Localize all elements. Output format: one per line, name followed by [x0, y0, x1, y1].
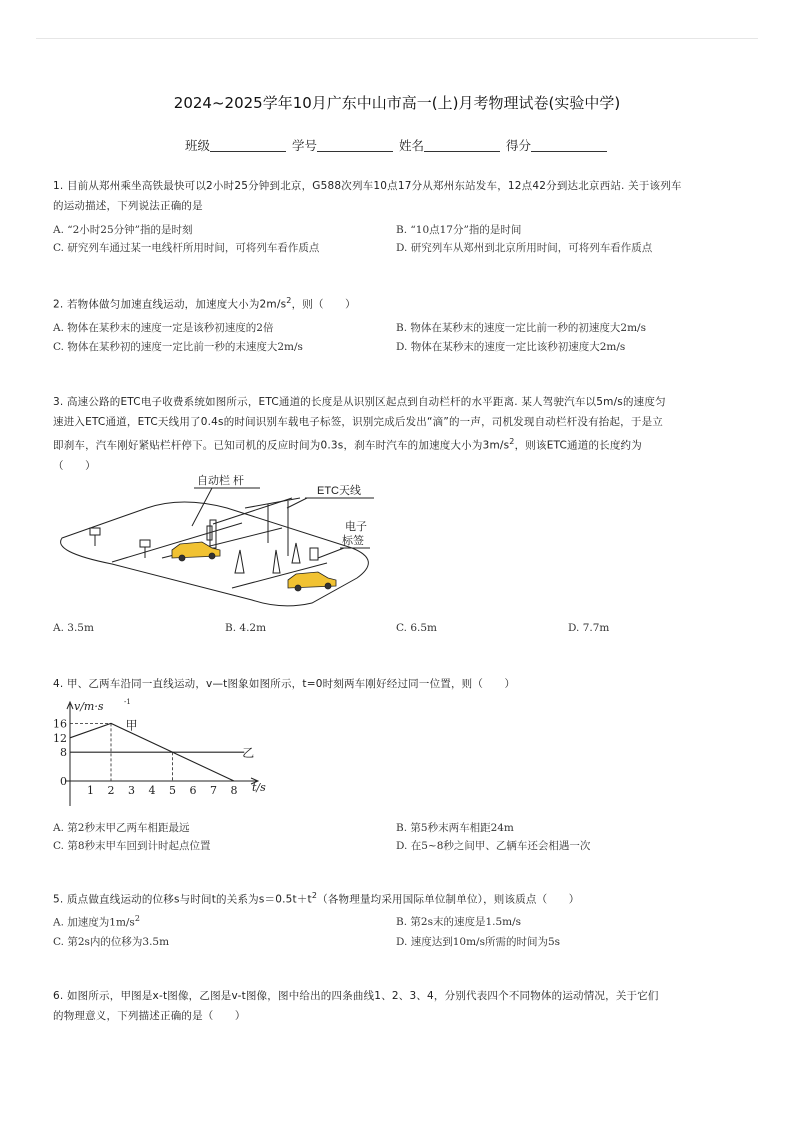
option-3d: D. 7.7m: [568, 622, 610, 634]
pole-2: [273, 550, 280, 573]
tag-pointer: [318, 548, 344, 558]
question-5-stem: [53, 886, 745, 910]
question-5-stem-sup: 2: [311, 891, 318, 900]
question-2-stem-end: ，则（ ）: [291, 298, 356, 311]
question-2-stem-text: 2. 若物体做匀加速直线运动，加速度大小为2m/s: [53, 298, 287, 311]
option-5a-text: A. 加速度为1m/s: [53, 916, 135, 929]
question-6-stem-line1: 6. 如图所示，甲图是x-t图像，乙图是v-t图像，图中给出的四条曲线1、2、3、4，分别代表四个不同物体的运动情况，关于它们: [53, 990, 659, 1002]
x-tick-label: 4: [148, 784, 156, 797]
x-tick-label: 8: [230, 784, 238, 797]
option-3b: B. 4.2m: [225, 622, 267, 634]
option-1c: C. 研究列车通过某一电线杆所用时间，可将列车看作质点: [53, 242, 320, 254]
score-blank: [531, 139, 607, 152]
question-6: [53, 986, 745, 1026]
y-axis-label: v/m·s: [74, 700, 104, 713]
x-tick-label: 1: [87, 784, 94, 797]
y-tick-label: 8: [60, 746, 67, 760]
etc-diagram: [52, 468, 382, 613]
score-label: 得分: [505, 138, 531, 153]
question-1-stem-line1: 1. 目前从郑州乘坐高铁最快可以2小时25分钟到北京，G588次列车10点17分从郑州东站发车，12点42分到达北京西站. 关于该列车: [53, 180, 682, 192]
class-label: 班级: [184, 138, 210, 153]
x-axis-label: t/s: [252, 781, 266, 794]
tag-label-line1: 电子: [345, 521, 367, 533]
question-3-stem-line3: [53, 432, 745, 456]
option-1b: B. “10点17分”指的是时间: [396, 224, 522, 236]
question-1: [53, 176, 745, 216]
x-tick-label: 3: [128, 784, 135, 797]
sign-4: [310, 548, 318, 560]
option-5c: C. 第2s内的位移为3.5m: [53, 936, 170, 948]
y-tick-label: 16: [53, 717, 67, 731]
y-tick-label: 0: [60, 775, 67, 788]
vt-chart: [52, 698, 272, 808]
option-5b: B. 第2s末的速度是1.5m/s: [396, 916, 522, 928]
y-tick-label: 12: [53, 731, 67, 745]
question-3: [53, 392, 745, 476]
option-2a: A. 物体在某秒末的速度一定是该秒初速度的2倍: [53, 322, 274, 334]
name-label: 姓名: [398, 138, 424, 153]
antenna-label: ETC天线: [317, 485, 361, 497]
series-label-yi: 乙: [242, 746, 255, 761]
question-4-stem: 4. 甲、乙两车沿同一直线运动，v—t图象如图所示，t=0时刻两车刚好经过同一位置，则（ ）: [53, 678, 516, 690]
sign-1: [90, 528, 100, 535]
tag-label-line2: 标签: [342, 535, 364, 547]
name-blank: [424, 139, 500, 152]
question-5: [53, 886, 745, 910]
question-3-stem-line4: （ ）: [53, 459, 96, 472]
option-5d: D. 速度达到10m/s所需的时间为5s: [396, 936, 561, 948]
option-2c: C. 物体在某秒初的速度一定比前一秒的末速度大2m/s: [53, 341, 303, 353]
header-divider: [36, 38, 758, 39]
question-3-stem-sup: 2: [509, 437, 515, 446]
question-3-stem-line3-text: 即刹车，汽车刚好紧贴栏杆停下。已知司机的反应时间为0.3s，刹车时汽车的加速度大小为3m/s: [53, 439, 510, 452]
antenna-beam: [245, 498, 300, 508]
pole-3: [292, 543, 300, 563]
x-tick-label: 6: [189, 784, 197, 797]
option-1d: D. 研究列车从郑州到北京所用时间，可将列车看作质点: [396, 242, 653, 254]
question-3-stem-line2: 速进入ETC通道，ETC天线用了0.4s的时间识别车载电子标签，识别完成后发出“滴”的一声，司机发现自动栏杆没有抬起，于是立: [53, 416, 663, 428]
gate-pointer: [192, 488, 212, 526]
student-info-line: [0, 136, 794, 154]
question-1-stem-line2: 的运动描述，下列说法正确的是: [53, 200, 203, 212]
series-label-jia: 甲: [125, 718, 138, 733]
question-2-stem-sup: 2: [286, 296, 292, 305]
option-5a: [53, 914, 140, 930]
option-3a: A. 3.5m: [53, 622, 94, 634]
option-1a: A. “2小时25分钟”指的是时刻: [53, 224, 193, 236]
question-2: [53, 291, 745, 315]
x-tick-label: 2: [107, 784, 115, 797]
question-6-stem-line2: 的物理意义，下列描述正确的是（ ）: [53, 1010, 246, 1022]
x-tick-label: 7: [210, 784, 217, 797]
gate-label: 自动栏 杆: [197, 475, 245, 487]
question-3-stem-line1: 3. 高速公路的ETC电子收费系统如图所示，ETC通道的长度是从识别区起点到自动栏杆的水平距离. 某人驾驶汽车以5m/s的速度匀: [53, 396, 666, 408]
class-blank: [210, 139, 286, 152]
question-2-stem: [53, 291, 745, 315]
question-3-stem-line3-end: ，则该ETC通道的长度约为: [514, 439, 642, 452]
number-blank: [317, 139, 393, 152]
number-label: 学号: [291, 138, 317, 153]
option-4b: B. 第5秒末两车相距24m: [396, 822, 514, 834]
question-5-stem-end: （各物理量均采用国际单位制单位），则该质点（ ）: [317, 893, 580, 906]
gate-post: [210, 520, 216, 548]
option-4c: C. 第8秒末甲车回到计时起点位置: [53, 840, 211, 852]
page-title: 2024~2025学年10月广东中山市高一(上)月考物理试卷(实验中学): [173, 94, 621, 112]
option-3c: C. 6.5m: [396, 622, 437, 634]
option-5a-sup: 2: [134, 914, 140, 923]
pole-1: [235, 550, 244, 573]
option-4d: D. 在5~8秒之间甲、乙辆车还会相遇一次: [396, 840, 591, 852]
question-5-stem-text: 5. 质点做直线运动的位移s与时间t的关系为s＝0.5t＋t: [53, 893, 312, 906]
option-4a: A. 第2秒末甲乙两车相距最远: [53, 822, 190, 834]
sign-2: [140, 540, 150, 547]
option-2b: B. 物体在某秒末的速度一定比前一秒的初速度大2m/s: [396, 322, 646, 334]
option-2d: D. 物体在某秒末的速度一定比该秒初速度大2m/s: [396, 341, 626, 353]
x-tick-label: 5: [169, 784, 176, 797]
car-2: [288, 572, 336, 591]
question-4: [53, 674, 745, 694]
y-axis-label-sup: -1: [124, 698, 131, 706]
